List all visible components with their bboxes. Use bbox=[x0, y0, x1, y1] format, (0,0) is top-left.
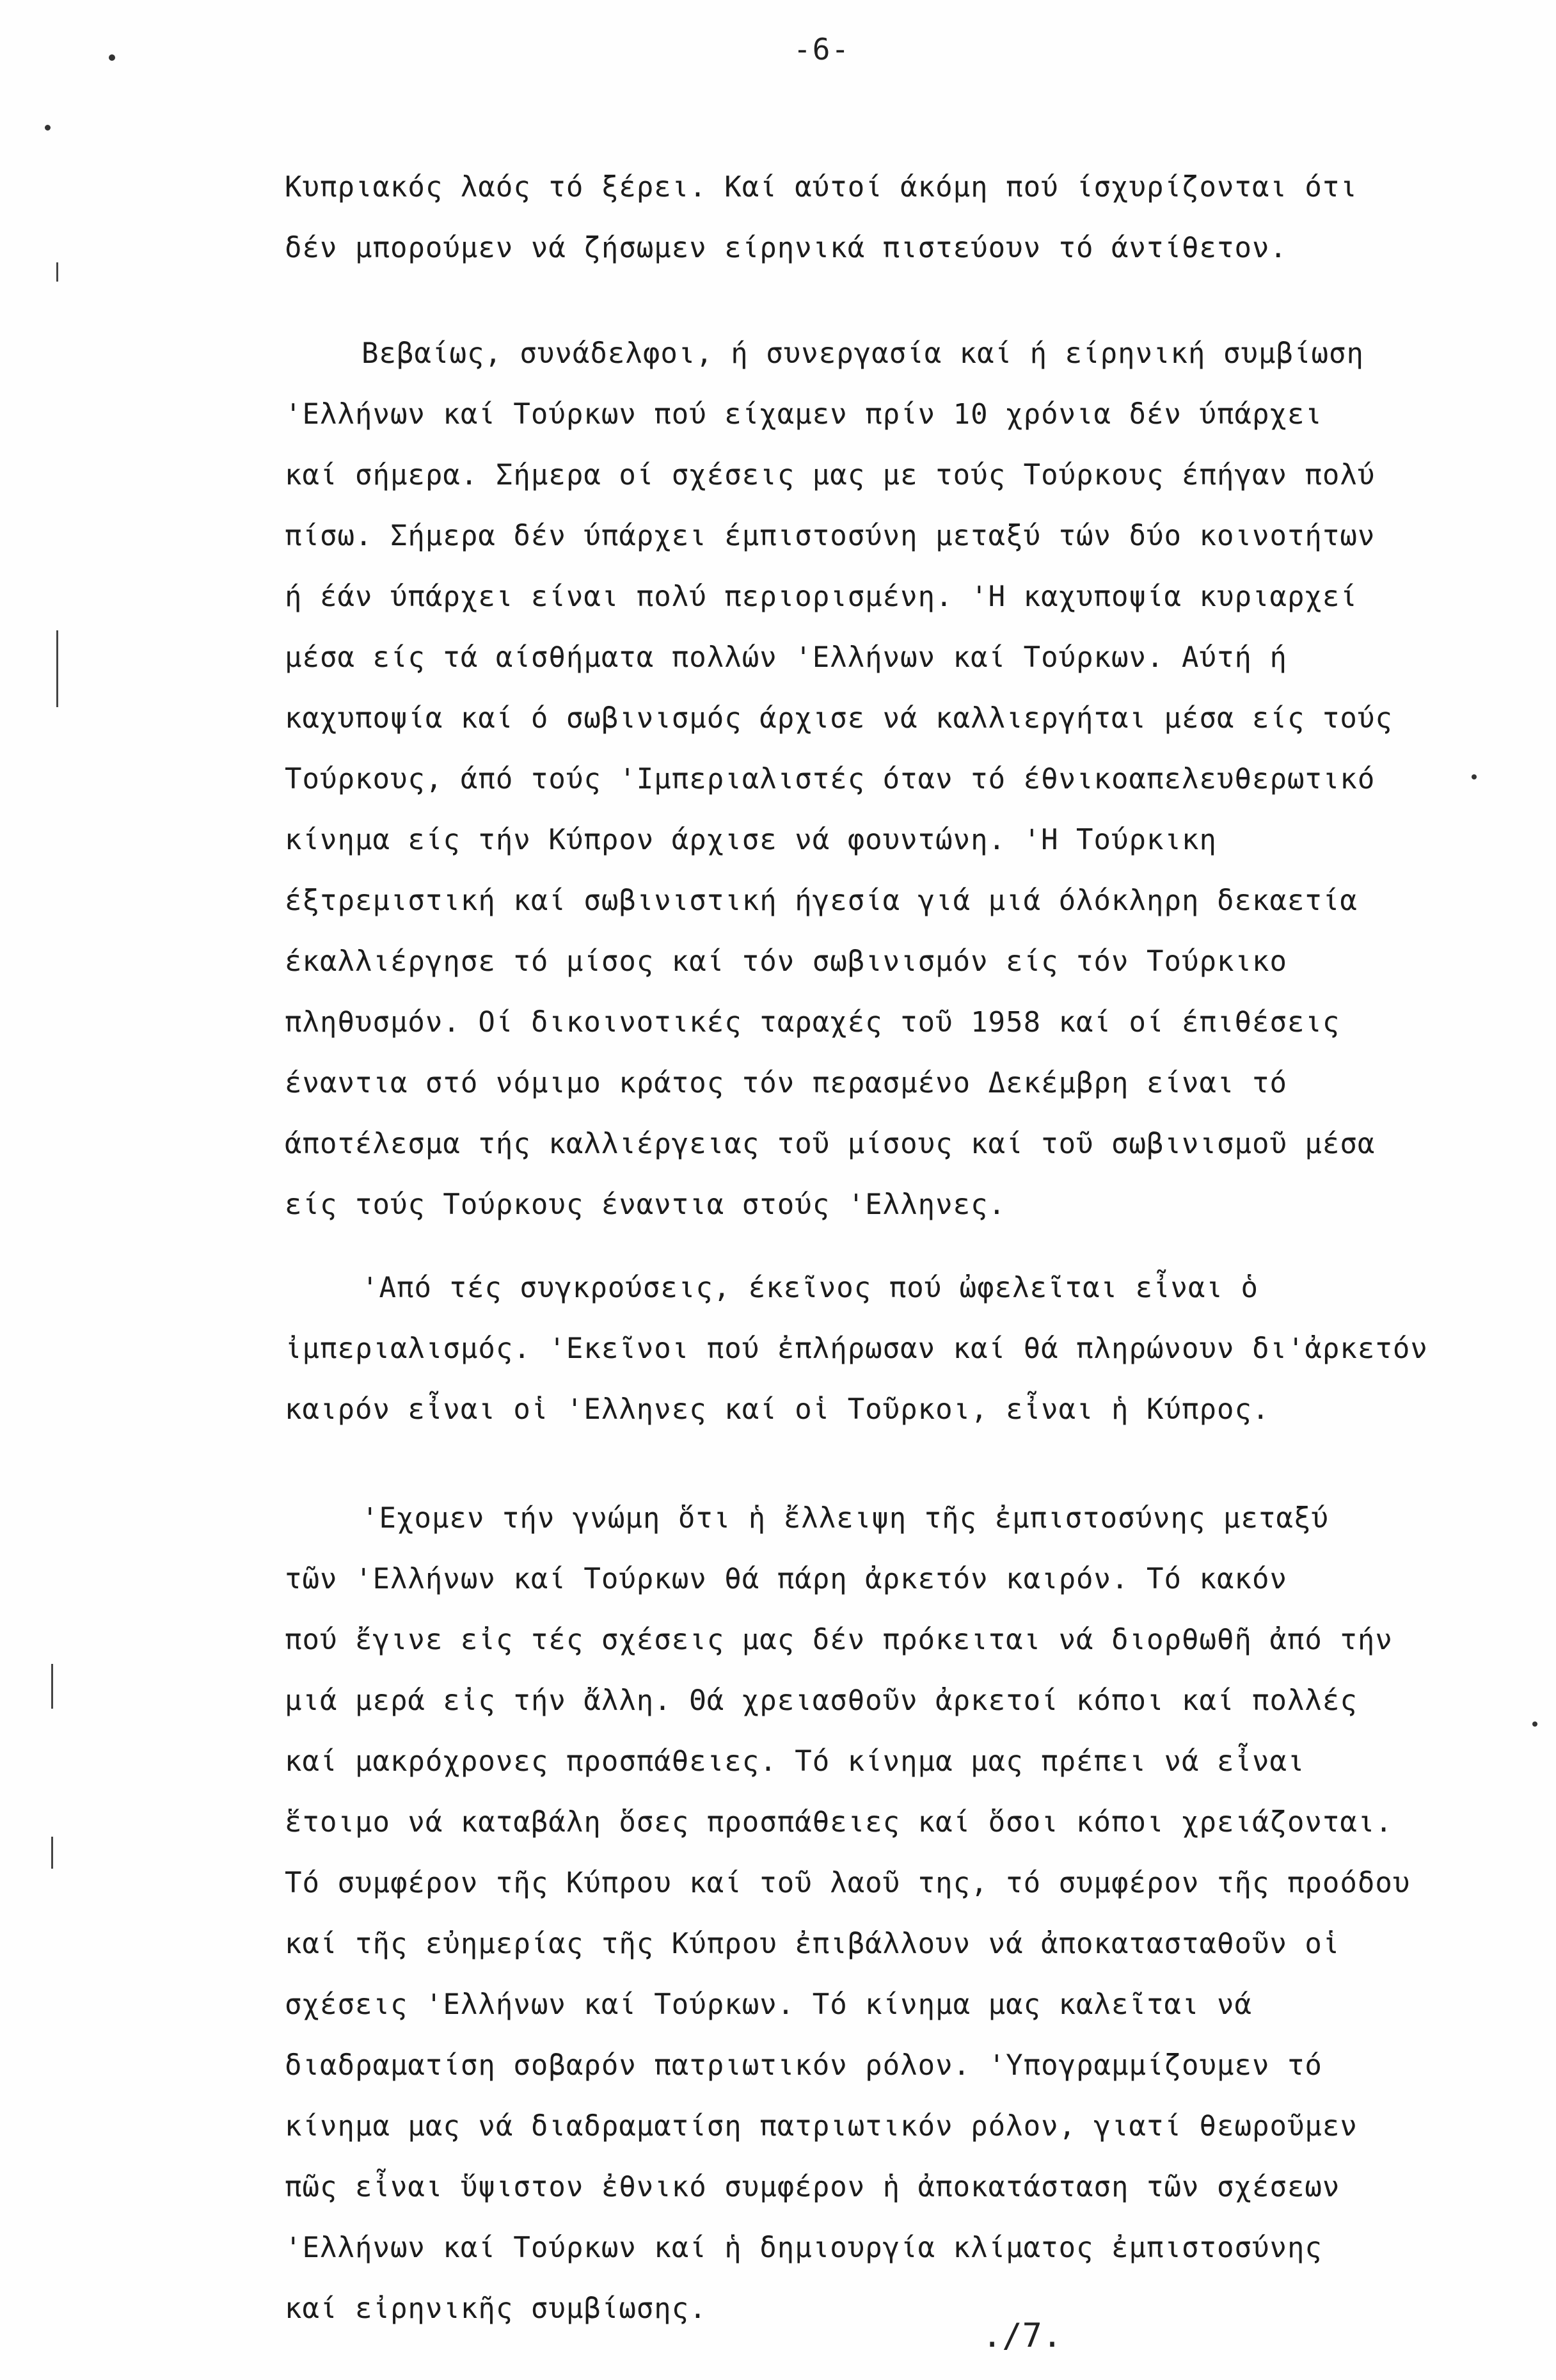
scan-mark bbox=[51, 1664, 53, 1709]
text-line: έναντια στό νόμιμο κράτος τόν περασμένο Δεκέμβρη είναι τό bbox=[285, 1067, 1287, 1099]
text-line: δέν μπορούμεν νά ζήσωμεν είρηνικά πιστεύουν τό άντίθετον. bbox=[285, 232, 1287, 264]
text-line: σχέσεις 'Ελλήνων καί Τούρκων. Τό κίνημα μας καλεῖται νά bbox=[285, 1988, 1252, 2021]
text-line: Κυπριακός λαός τό ξέρει. Καί αύτοί άκόμη πού ίσχυρίζονται ότι bbox=[285, 171, 1358, 204]
text-line: έξτρεμιστική καί σωβινιστική ήγεσία γιά μιά όλόκληρη δεκαετία bbox=[285, 884, 1358, 917]
text-line: πῶς εἶναι ὕψιστον ἐθνικό συμφέρον ἡ ἀποκατάσταση τῶν σχέσεων bbox=[285, 2171, 1340, 2203]
text-line: διαδραματίση σοβαρόν πατριωτικόν ρόλον. 'Υπογραμμίζουμεν τό bbox=[285, 2049, 1322, 2082]
scan-speck bbox=[1472, 774, 1477, 779]
text-line: Τό συμφέρον τῆς Κύπρου καί τοῦ λαοῦ της, τό συμφέρον τῆς προόδου bbox=[285, 1867, 1411, 1899]
text-line: 'Ελλήνων καί Τούρκων πού είχαμεν πρίν 10 χρόνια δέν ύπάρχει bbox=[285, 398, 1322, 431]
text-line: πού ἔγινε εἰς τές σχέσεις μας δέν πρόκειται νά διορθωθῆ ἀπό τήν bbox=[285, 1624, 1393, 1656]
text-line: κίνημα μας νά διαδραματίση πατριωτικόν ρόλον, γιατί θεωροῦμεν bbox=[285, 2110, 1358, 2143]
text-line: Τούρκους, άπό τούς 'Ιμπεριαλιστές όταν τό έθνικοαπελευθερωτικό bbox=[285, 763, 1376, 795]
scan-speck bbox=[109, 54, 115, 61]
paragraph-3 bbox=[285, 1258, 1436, 1440]
text-line: πίσω. Σήμερα δέν ύπάρχει έμπιστοσύνη μεταξύ τών δύο κοινοτήτων bbox=[285, 520, 1376, 552]
text-line: ή έάν ύπάρχει είναι πολύ περιορισμένη. 'Η καχυποψία κυριαρχεί bbox=[285, 580, 1358, 613]
scan-speck bbox=[45, 125, 51, 131]
text-line: 'Από τές συγκρούσεις, έκεῖνος πού ὠφελεῖται εἶναι ὁ bbox=[361, 1272, 1259, 1304]
text-line: καχυποψία καί ό σωβινισμός άρχισε νά καλλιεργήται μέσα είς τούς bbox=[285, 702, 1393, 735]
text-line: 'Εχομεν τήν γνώμη ὅτι ἡ ἔλλειψη τῆς ἐμπιστοσύνης μεταξύ bbox=[361, 1502, 1329, 1535]
text-line: ἰμπεριαλισμός. 'Εκεῖνοι πού ἐπλήρωσαν καί θά πληρώνουν δι'ἀρκετόν bbox=[285, 1332, 1428, 1365]
text-line: καί σήμερα. Σήμερα οί σχέσεις μας με τούς Τούρκους έπήγαν πολύ bbox=[285, 459, 1376, 491]
text-line: καί μακρόχρονες προσπάθειες. Τό κίνημα μας πρέπει νά εἶναι bbox=[285, 1745, 1305, 1778]
text-line: άποτέλεσμα τής καλλιέργειας τοῦ μίσους καί τοῦ σωβινισμοῦ μέσα bbox=[285, 1128, 1376, 1160]
text-line: κίνημα είς τήν Κύπρον άρχισε νά φουντώνη. 'Η Τούρκικη bbox=[285, 824, 1217, 856]
scan-mark bbox=[56, 262, 58, 282]
paragraph-4 bbox=[285, 1488, 1436, 2339]
text-line: πληθυσμόν. Οί δικοινοτικές ταραχές τοῦ 1958 καί οί έπιθέσεις bbox=[285, 1006, 1340, 1039]
scan-speck bbox=[1532, 1721, 1537, 1727]
scan-mark bbox=[56, 630, 58, 707]
text-line: καιρόν εἶναι οἱ 'Ελληνες καί οἱ Τοῦρκοι, εἶναι ἡ Κύπρος. bbox=[285, 1393, 1270, 1426]
text-line: 'Ελλήνων καί Τούρκων καί ἡ δημιουργία κλίματος ἐμπιστοσύνης bbox=[285, 2232, 1322, 2264]
text-line: μέσα είς τά αίσθήματα πολλών 'Ελλήνων καί Τούρκων. Αύτή ή bbox=[285, 641, 1287, 674]
page-number: -6- bbox=[793, 32, 851, 67]
text-line: τῶν 'Ελλήνων καί Τούρκων θά πάρη ἀρκετόν καιρόν. Τό κακόν bbox=[285, 1563, 1287, 1595]
text-line: μιά μερά εἰς τήν ἄλλη. Θά χρειασθοῦν ἀρκετοί κόποι καί πολλές bbox=[285, 1684, 1358, 1717]
paragraph-1 bbox=[285, 157, 1436, 278]
text-line: καί τῆς εὐημερίας τῆς Κύπρου ἐπιβάλλουν νά ἀποκατασταθοῦν οἱ bbox=[285, 1928, 1340, 1960]
continuation-mark: ./7. bbox=[982, 2317, 1063, 2355]
text-line: ἕτοιμο νά καταβάλη ὅσες προσπάθειες καί ὅσοι κόποι χρειάζονται. bbox=[285, 1806, 1393, 1839]
paragraph-2 bbox=[285, 323, 1436, 1235]
text-line: καί εἰρηνικῆς συμβίωσης. bbox=[285, 2292, 707, 2325]
scan-mark bbox=[51, 1837, 53, 1869]
text-line: έκαλλιέργησε τό μίσος καί τόν σωβινισμόν είς τόν Τούρκικο bbox=[285, 945, 1287, 978]
text-line: είς τούς Τούρκους έναντια στούς 'Ελληνες. bbox=[285, 1188, 1006, 1221]
text-line: Βεβαίως, συνάδελφοι, ή συνεργασία καί ή είρηνική συμβίωση bbox=[361, 337, 1364, 370]
